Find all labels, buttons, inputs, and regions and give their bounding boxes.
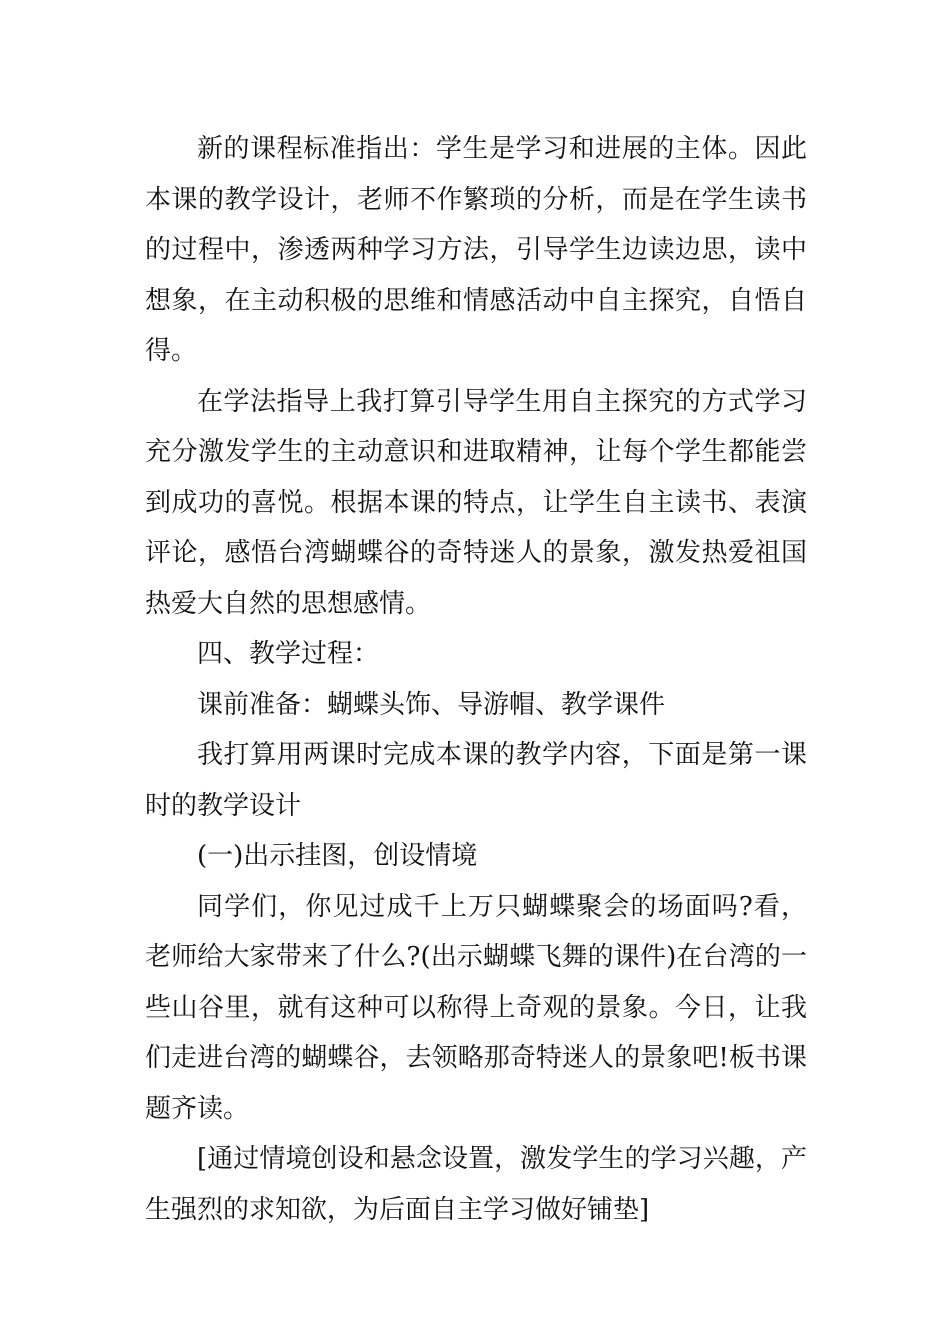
- paragraph-design-note: [通过情境创设和悬念设置，激发学生的学习兴趣，产生强烈的求知欲，为后面自主学习做好铺垫]: [145, 1144, 807, 1225]
- subsection-heading-one: (一)出示挂图，创设情境: [197, 841, 478, 871]
- paragraph-learning-method: 在学法指导上我打算引导学生用自主探究的方式学习充分激发学生的主动意识和进取精神，让每个学生都能尝到成功的喜悦。根据本课的特点，让学生自主读书、表演评论，感悟台湾蝴蝶谷的奇特迷人的景象，激发热爱祖国热爱大自然的思想感情。: [145, 386, 807, 619]
- paragraph-learning-subject: 新的课程标准指出：学生是学习和进展的主体。因此本课的教学设计，老师不作繁琐的分析，而是在学生读书的过程中，渗透两种学习方法，引导学生边读边思，读中想象，在主动积极的思维和情感活动中自主探究，自悟自得。: [145, 134, 807, 366]
- paragraph-introduction: 同学们，你见过成千上万只蝴蝶聚会的场面吗?看，老师给大家带来了什么?(出示蝴蝶飞舞的课件)在台湾的一些山谷里，就有这种可以称得上奇观的景象。今日，让我们走进台湾的蝴蝶谷，去领略那奇特迷人的景象吧!板书课题齐读。: [145, 891, 807, 1124]
- section-heading-teaching-process: 四、教学过程：: [197, 639, 380, 669]
- paragraph-preparation: 课前准备：蝴蝶头饰、导游帽、教学课件: [197, 689, 666, 720]
- document-body: [145, 124, 807, 1235]
- paragraph-lesson-plan: 我打算用两课时完成本课的教学内容，下面是第一课时的教学设计: [145, 740, 807, 821]
